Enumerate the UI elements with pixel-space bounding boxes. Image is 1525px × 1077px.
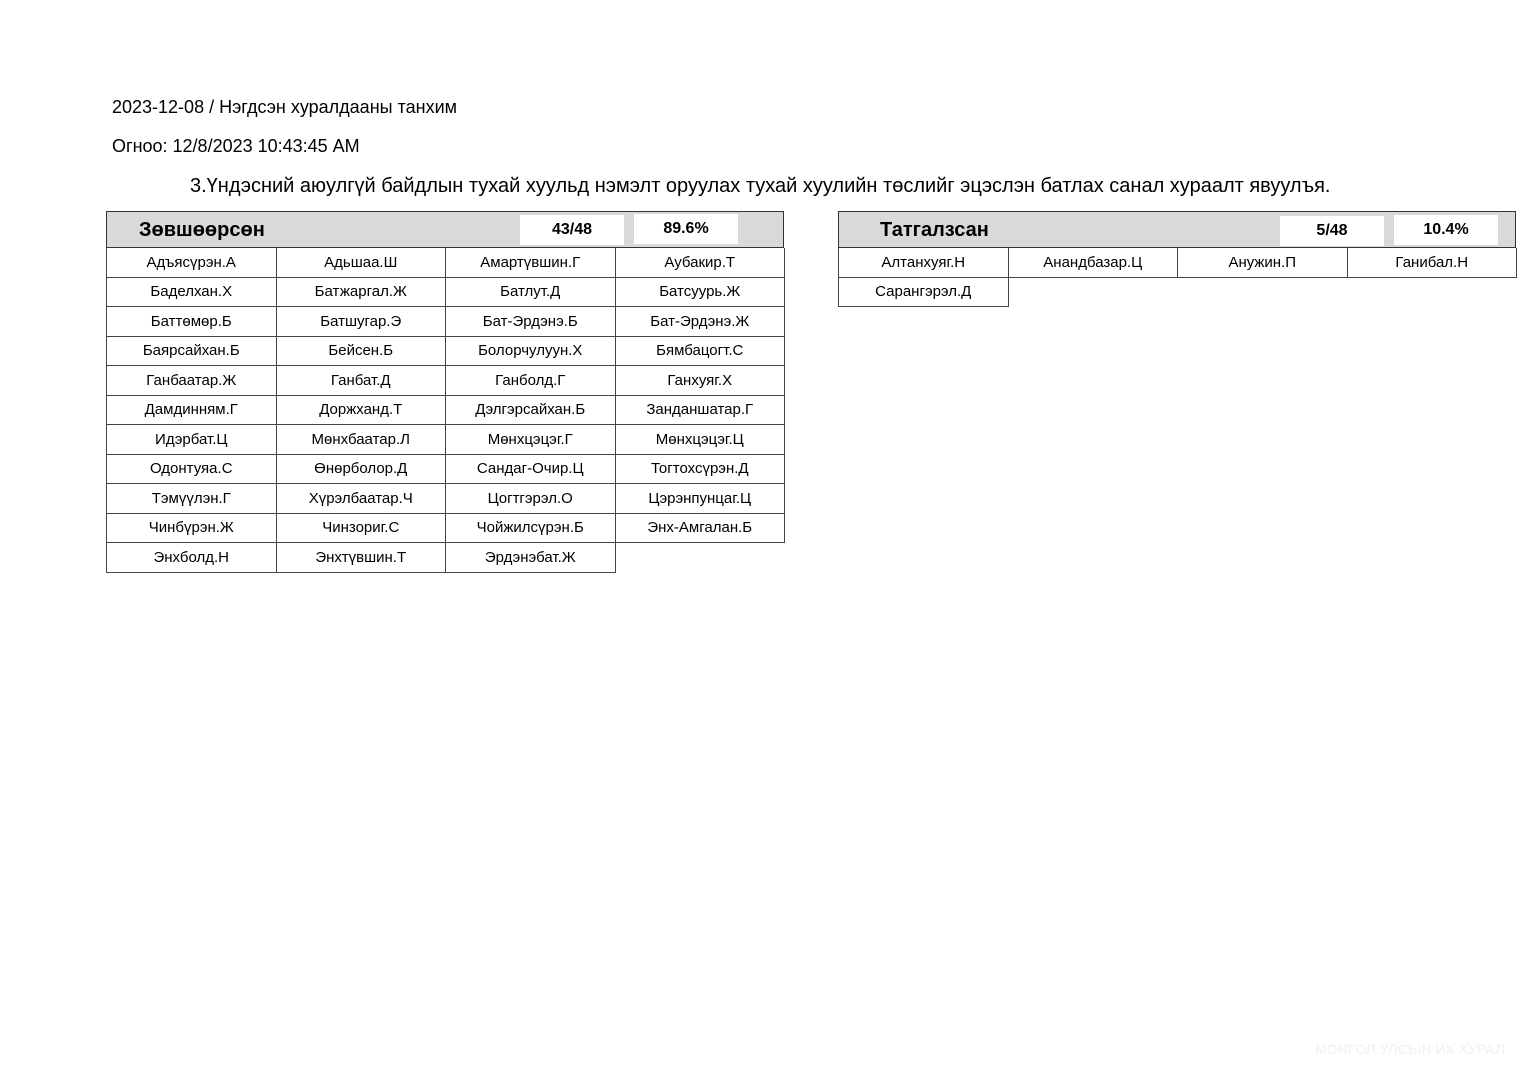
approved-name-cell: Дэлгэрсайхан.Б <box>445 396 616 426</box>
motion-text: 3.Үндэсний аюулгүй байдлын тухай хуульд нэмэлт оруулах тухай хуулийн төслийг эцэслэн батлах санал хураалт явуулъя. <box>190 175 1331 197</box>
approved-name-cell: Чинзориг.С <box>276 514 447 544</box>
approved-name-cell: Адъясүрэн.А <box>106 248 277 278</box>
approved-name-cell: Батлут.Д <box>445 278 616 308</box>
session-date-location: 2023-12-08 / Нэгдсэн хуралдааны танхим <box>112 97 457 117</box>
approved-name-cell: Аубакир.Т <box>615 248 786 278</box>
approved-name-cell: Идэрбат.Ц <box>106 425 277 455</box>
approved-name-cell: Баттөмөр.Б <box>106 307 277 337</box>
approved-name-cell: Хүрэлбаатар.Ч <box>276 484 447 514</box>
approved-count: 43/48 <box>520 215 624 245</box>
approved-name-cell: Өнөрболор.Д <box>276 455 447 485</box>
watermark: МОНГОЛ УЛСЫН ИХ ХУРАЛ <box>1314 1041 1505 1057</box>
approved-name-cell: Сандаг-Очир.Ц <box>445 455 616 485</box>
approved-name-cell: Тогтохсүрэн.Д <box>615 455 786 485</box>
approved-name-cell: Бейсен.Б <box>276 337 447 367</box>
rejected-header <box>838 211 1516 248</box>
approved-name-cell: Батсуурь.Ж <box>615 278 786 308</box>
approved-name-cell: Энхтүвшин.Т <box>276 543 447 573</box>
vote-timestamp: Огноо: 12/8/2023 10:43:45 AM <box>112 136 360 156</box>
approved-name-cell: Энх-Амгалан.Б <box>615 514 786 544</box>
approved-name-cell: Тэмүүлэн.Г <box>106 484 277 514</box>
approved-name-cell: Чинбүрэн.Ж <box>106 514 277 544</box>
approved-name-cell: Одонтуяа.С <box>106 455 277 485</box>
approved-title: Зөвшөөрсөн <box>139 219 265 241</box>
rejected-name-cell: Ганибал.Н <box>1347 248 1518 278</box>
approved-name-cell: Батшугар.Э <box>276 307 447 337</box>
approved-name-cell: Адьшаа.Ш <box>276 248 447 278</box>
approved-name-cell: Цогтгэрэл.О <box>445 484 616 514</box>
approved-name-cell: Мөнхбаатар.Л <box>276 425 447 455</box>
approved-name-cell: Дамдинням.Г <box>106 396 277 426</box>
rejected-title: Татгалзсан <box>880 219 989 241</box>
approved-name-cell: Амартүвшин.Г <box>445 248 616 278</box>
approved-name-cell: Баделхан.Х <box>106 278 277 308</box>
approved-name-cell: Энхболд.Н <box>106 543 277 573</box>
approved-name-cell: Мөнхцэцэг.Ц <box>615 425 786 455</box>
approved-names-grid <box>106 248 784 573</box>
rejected-name-cell: Алтанхуяг.Н <box>838 248 1009 278</box>
approved-name-cell: Ганбаатар.Ж <box>106 366 277 396</box>
approved-name-cell: Цэрэнпунцаг.Ц <box>615 484 786 514</box>
approved-name-cell: Бямбацогт.С <box>615 337 786 367</box>
approved-name-cell: Чойжилсүрэн.Б <box>445 514 616 544</box>
approved-name-cell: Болорчулуун.Х <box>445 337 616 367</box>
approved-panel <box>106 211 784 573</box>
rejected-panel <box>838 211 1516 307</box>
rejected-count: 5/48 <box>1280 216 1384 246</box>
rejected-name-cell: Анандбазар.Ц <box>1008 248 1179 278</box>
rejected-name-cell: Сарангэрэл.Д <box>838 278 1009 308</box>
approved-name-cell: Бат-Эрдэнэ.Ж <box>615 307 786 337</box>
rejected-name-cell: Анужин.П <box>1177 248 1348 278</box>
approved-percent: 89.6% <box>634 214 738 244</box>
rejected-names-grid <box>838 248 1516 307</box>
approved-name-cell: Ганбат.Д <box>276 366 447 396</box>
approved-name-cell: Занданшатар.Г <box>615 396 786 426</box>
approved-name-cell: Баярсайхан.Б <box>106 337 277 367</box>
approved-name-cell: Доржханд.Т <box>276 396 447 426</box>
approved-name-cell: Бат-Эрдэнэ.Б <box>445 307 616 337</box>
approved-name-cell: Мөнхцэцэг.Г <box>445 425 616 455</box>
approved-name-cell: Ганболд.Г <box>445 366 616 396</box>
approved-name-cell: Ганхуяг.Х <box>615 366 786 396</box>
approved-name-cell: Батжаргал.Ж <box>276 278 447 308</box>
rejected-percent: 10.4% <box>1394 215 1498 245</box>
approved-name-cell: Эрдэнэбат.Ж <box>445 543 616 573</box>
approved-header <box>106 211 784 248</box>
